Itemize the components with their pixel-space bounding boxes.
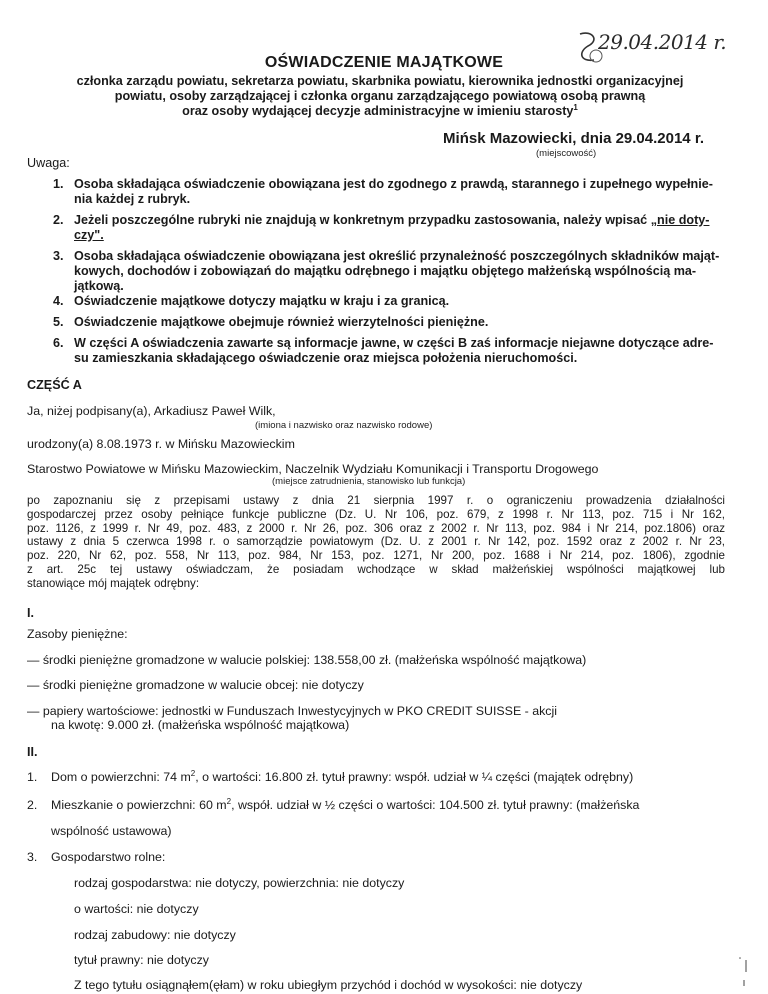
farm-line: tytuł prawny: nie dotyczy — [74, 953, 209, 967]
employment-line: Starostwo Powiatowe w Mińsku Mazowieckim, Naczelnik Wydziału Komunikacji i Transportu Drogowego — [27, 462, 599, 476]
property-item: Dom o powierzchni: 74 $m^2$, o wartości: 16.800 zł. tytuł prawny: współ. udział w ¼ części (majątek odrębny) — [51, 768, 634, 784]
subtitle-line-2: powiatu, osoby zarządzającej i członka organu zarządzającego powiatową osobą prawną — [114, 89, 646, 103]
place-date: Mińsk Mazowiecki, dnia 29.04.2014 r. — [443, 130, 704, 147]
property-item: Gospodarstwo rolne: — [51, 850, 166, 864]
declarant-line: Ja, niżej podpisany(a), Arkadiusz Paweł Wilk, — [27, 404, 276, 418]
section-1-label: Zasoby pieniężne: — [27, 627, 128, 641]
employment-caption: (miejsce zatrudnienia, stanowisko lub funkcja) — [272, 476, 466, 487]
farm-line: Z tego tytułu osiągnąłem(ęłam) w roku ubiegłym przychód i dochód w wysokości: nie dotyczy — [74, 978, 583, 992]
legal-paragraph: po zapoznaniu się z przepisami ustawy z dnia 21 sierpnia 1997 r. o ograniczeniu prowadzenia działalności gospodarczej przez osoby pełniące funkcje publiczne (Dz. U. Nr 106, poz. 679, z 1998 r. Nr 113, poz. 715 i Nr 162, poz. 1126, z 1999 r. Nr 49, poz. 483, z 2000 r. Nr 26, poz. 306 oraz z 2002 r. Nr 113, poz. 984 i Nr 214, poz.1806) oraz ustawy z dnia 5 czerwca 1998 r. o samorządzie powiatowym (Dz. U. z 2001 r. Nr 142, poz. 1592 oraz z 2002 r. Nr 23, poz. 220, Nr 62, poz. 558, Nr 113, poz. 984, Nr 153, poz. 1271, Nr 200, poz. 1688 i Nr 214, poz. 1806), zgodnie z art. 25c tej ustawy oświadczam, że posiadam wchodzące w skład małżeńskiej wspólności majątkowej lub — [27, 494, 725, 576]
note-text: W części A oświadczenia zawarte są informacje jawne, w części B zaś informacje niejawne dotyczące adre- su zamieszkania składającego oświadczenie oraz miejsca położenia nieruchomości. — [74, 336, 714, 365]
property-number: 3. — [27, 850, 38, 864]
note-text: Osoba składająca oświadczenie obowiązana jest określić przynależność poszczególnych składników mająt- kowych, dochodów i zobowiązań do majątku odrębnego i majątku objętego małżeńską wspólnością ma- jątkową. — [74, 249, 720, 293]
notes-label: Uwaga: — [27, 156, 70, 170]
note-number: 3. — [53, 249, 64, 263]
subtitle-line-1: członka zarządu powiatu, sekretarza powiatu, skarbnika powiatu, kierownika jednostki organizacyjnej — [76, 74, 684, 88]
footnote-mark: 1 — [573, 102, 578, 112]
note-text: Jeżeli poszczególne rubryki nie znajdują w konkretnym przypadku zastosowania, należy wpisać „nie doty- czy". — [74, 213, 710, 242]
born-line: urodzony(a) 8.08.1973 r. w Mińsku Mazowieckim — [27, 437, 295, 451]
property-item: Mieszkanie o powierzchni: 60 $m^2$, współ. udział w ½ części o wartości: 104.500 zł. tytuł prawny: (małżeńska — [51, 796, 640, 812]
handwritten-date: 29.04.2014 r. — [598, 30, 727, 54]
document-title: OŚWIADCZENIE MAJĄTKOWE — [264, 54, 504, 71]
subtitle-line-3: oraz osoby wydającej decyzje administracyjne w imieniu starosty$^1$ — [182, 102, 578, 118]
scan-artifact-icon — [730, 950, 760, 990]
asset-item: — papiery wartościowe: jednostki w Funduszach Inwestycyjnych w PKO CREDIT SUISSE - akcji — [27, 704, 558, 718]
property-item-cont: wspólność ustawowa) — [51, 824, 172, 838]
asset-item-cont: na kwotę: 9.000 zł. (małżeńska wspólność majątkowa) — [51, 718, 350, 732]
note-number: 1. — [53, 177, 64, 191]
asset-item: — środki pieniężne gromadzone w walucie obcej: nie dotyczy — [27, 678, 364, 692]
note-number: 4. — [53, 294, 64, 308]
note-number: 6. — [53, 336, 64, 350]
farm-line: o wartości: nie dotyczy — [74, 902, 199, 916]
note-text: Oświadczenie majątkowe dotyczy majątku w kraju i za granicą. — [74, 294, 450, 308]
declarant-caption: (imiona i nazwisko oraz nazwisko rodowe) — [255, 420, 433, 431]
farm-line: rodzaj gospodarstwa: nie dotyczy, powierzchnia: nie dotyczy — [74, 876, 405, 890]
note-number: 5. — [53, 315, 64, 329]
place-caption: (miejscowość) — [536, 148, 597, 159]
section-1-heading: I. — [27, 606, 34, 620]
note-text: Oświadczenie majątkowe obejmuje również wierzytelności pieniężne. — [74, 315, 489, 329]
property-number: 2. — [27, 798, 38, 812]
section-2-heading: II. — [27, 745, 38, 759]
legal-paragraph-end: stanowiące mój majątek odrębny: — [27, 576, 200, 590]
asset-item: — środki pieniężne gromadzone w walucie polskiej: 138.558,00 zł. (małżeńska wspólność majątkowa) — [27, 653, 587, 667]
note-text: Osoba składająca oświadczenie obowiązana jest do zgodnego z prawdą, starannego i zupełnego wypełnie- nia każdej z rubryk. — [74, 177, 713, 206]
part-a-heading: CZĘŚĆ A — [27, 378, 82, 392]
note-number: 2. — [53, 213, 64, 227]
farm-line: rodzaj zabudowy: nie dotyczy — [74, 928, 236, 942]
property-number: 1. — [27, 770, 38, 784]
